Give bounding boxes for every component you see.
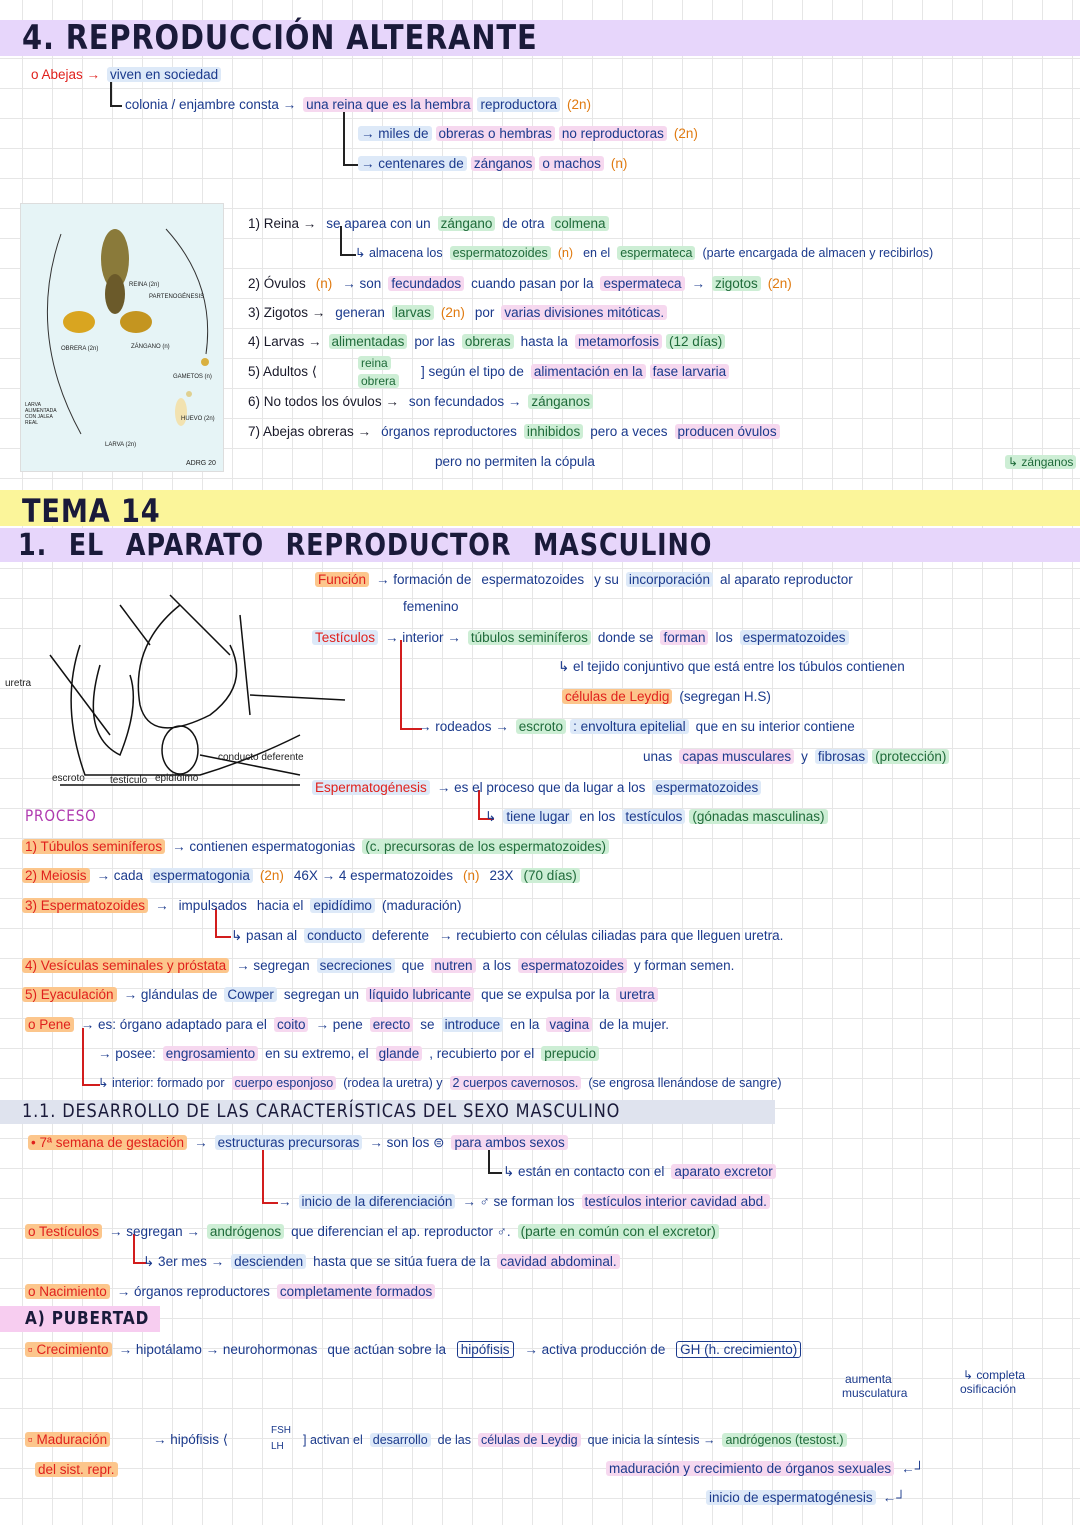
note-line xyxy=(415,718,862,736)
note-segment: LH xyxy=(271,1441,284,1452)
figure-label: OBRERA (2n) xyxy=(61,346,99,352)
figure-label: ZÁNGANO (n) xyxy=(131,344,170,350)
note-segment: que se expulsa por la xyxy=(481,987,610,1002)
note-line xyxy=(22,838,613,856)
note-segment: en los xyxy=(579,809,616,824)
note-segment: ↳ interior: formado por xyxy=(98,1076,225,1090)
note-segment: ↳ almacena los xyxy=(355,246,443,260)
note-segment: Función xyxy=(315,572,369,587)
note-segment: aumenta musculatura xyxy=(842,1372,908,1400)
note-segment: unas xyxy=(643,749,673,764)
note-segment: → son xyxy=(342,276,382,291)
note-segment: descienden xyxy=(231,1254,306,1269)
note-segment: (2n) xyxy=(259,868,284,883)
note-segment: → xyxy=(278,1194,292,1209)
note-line xyxy=(842,1372,952,1400)
note-segment: (se engrosa llenándose de sangre) xyxy=(588,1076,782,1090)
note-segment: (n) xyxy=(557,246,574,260)
note-segment: epidídimo xyxy=(310,898,375,913)
note-segment: → formación de xyxy=(376,572,472,587)
note-segment: aparato excretor xyxy=(671,1164,775,1179)
note-segment: y xyxy=(801,749,808,764)
note-line xyxy=(245,215,613,233)
note-segment: 4) Larvas → xyxy=(248,334,322,349)
gh-box: GH (h. crecimiento) xyxy=(676,1341,801,1358)
note-segment: (70 días) xyxy=(521,868,580,883)
note-segment: andrógenos xyxy=(207,1224,284,1239)
note-line xyxy=(22,986,662,1004)
note-segment: que diferencian el ap. reproductor ♂. xyxy=(291,1224,511,1239)
note-segment: cuerpo esponjoso xyxy=(232,1076,337,1090)
bracket xyxy=(400,640,422,730)
note-segment: producen óvulos xyxy=(675,424,780,439)
note-segment: espermatogonia xyxy=(150,868,253,883)
note-segment: ↳ el tejido conjuntivo que está entre los túbulos contienen xyxy=(558,659,905,674)
note-segment: que xyxy=(401,958,425,973)
note-segment: → contienen espermatogonias xyxy=(172,839,356,854)
note-line xyxy=(28,66,225,84)
note-segment: 1) Reina → xyxy=(248,216,317,231)
note-segment: células de Leydig xyxy=(478,1433,581,1447)
note-segment: → segregan xyxy=(236,958,310,973)
note-segment: viven en sociedad xyxy=(107,67,221,82)
note-segment: (protección) xyxy=(872,749,949,764)
note-segment: → miles de xyxy=(358,126,432,141)
note-segment: ] activan el xyxy=(303,1433,363,1447)
note-line xyxy=(352,244,940,262)
note-segment: zánganos xyxy=(471,156,536,171)
note-segment: 2) Óvulos xyxy=(248,276,306,291)
note-segment: por xyxy=(474,305,495,320)
note-segment: órganos reproductores xyxy=(381,424,517,439)
note-segment: inhibidos xyxy=(524,424,583,439)
label-epididimo: epidídimo xyxy=(155,773,199,784)
note-segment: • 7ª semana de gestación xyxy=(28,1135,187,1150)
note-line xyxy=(25,1431,114,1449)
note-segment: (12 días) xyxy=(666,334,725,349)
note-segment: segregan un xyxy=(283,987,359,1002)
note-segment: uretra xyxy=(616,987,657,1002)
note-line xyxy=(482,808,832,826)
figure-label: PARTENOGÉNESIS xyxy=(149,294,205,300)
note-segment: pero a veces xyxy=(590,424,668,439)
note-line xyxy=(22,957,741,975)
note-segment: coito xyxy=(274,1017,309,1032)
bracket xyxy=(110,80,122,107)
note-segment: y forman semen. xyxy=(633,958,735,973)
note-segment: FSH xyxy=(271,1425,291,1436)
note-segment: en la xyxy=(510,1017,540,1032)
note-segment: células de Leydig xyxy=(562,689,672,704)
figure-credit: ADRG 20 xyxy=(186,460,216,467)
note-segment: (n) xyxy=(610,156,628,171)
note-segment: hacia el xyxy=(256,898,304,913)
note-segment: larvas xyxy=(392,305,434,320)
note-line xyxy=(245,333,729,351)
note-fragment xyxy=(25,1342,453,1357)
tema-band xyxy=(0,490,1080,526)
figure-label: REINA (2n) xyxy=(129,282,160,288)
note-line xyxy=(25,1223,723,1241)
note-segment: son fecundados → xyxy=(408,394,522,409)
note-segment: a los xyxy=(482,958,512,973)
note-segment: ↳ 3er mes → xyxy=(143,1254,225,1269)
section-title-aparato: 1. EL APARATO REPRODUCTOR MASCULINO xyxy=(18,528,713,563)
note-segment: que inicia la síntesis → xyxy=(587,1433,716,1447)
note-segment: una reina que es la hembra xyxy=(303,97,473,112)
section-title-reproduccion: 4. REPRODUCCIÓN ALTERANTE xyxy=(22,18,538,58)
note-segment: reina xyxy=(358,356,391,370)
bee-cycle-drawing xyxy=(21,204,223,471)
note-line xyxy=(312,779,765,797)
note-line xyxy=(562,688,778,706)
note-line xyxy=(245,423,784,441)
note-segment: prepucio xyxy=(541,1046,599,1061)
note-segment: 2) Meiosis xyxy=(22,868,90,883)
note-segment: obreras xyxy=(462,334,514,349)
note-segment: para ambos sexos xyxy=(451,1135,567,1150)
note-segment: conducto xyxy=(304,928,365,943)
note-segment: espermateca xyxy=(617,246,695,260)
note-segment: → hipófisis ⟨ xyxy=(153,1432,229,1447)
note-segment: túbulos seminíferos xyxy=(468,630,591,645)
note-line xyxy=(25,1283,439,1301)
note-segment: varias divisiones mitóticas. xyxy=(501,305,667,320)
note-segment: los xyxy=(715,630,733,645)
note-segment: en su extremo, el xyxy=(265,1046,369,1061)
note-segment: o Nacimiento xyxy=(25,1284,110,1299)
pubertad-heading: A) PUBERTAD xyxy=(25,1308,150,1329)
note-segment: hasta que se sitúa fuera de la xyxy=(313,1254,491,1269)
note-segment: andrógenos (testost.) xyxy=(722,1433,846,1447)
proceso-heading: PROCESO xyxy=(25,806,97,825)
note-segment: (2n) xyxy=(767,276,792,291)
note-segment: 23X xyxy=(489,868,514,883)
note-segment: generan xyxy=(335,305,385,320)
note-line xyxy=(95,1074,789,1092)
note-segment: de las xyxy=(437,1433,472,1447)
note-segment: espermatozoides xyxy=(518,958,627,973)
note-segment: inicio de espermatogénesis xyxy=(706,1490,876,1505)
note-fragment xyxy=(521,1342,672,1357)
note-segment: espermatozoides xyxy=(450,246,551,260)
note-segment: maduración y crecimiento de órganos sexuales xyxy=(606,1461,894,1476)
note-segment: (gónadas masculinas) xyxy=(689,809,827,824)
note-segment: 6) No todos los óvulos → xyxy=(248,394,399,409)
note-segment: capas musculares xyxy=(679,749,794,764)
note-line xyxy=(245,304,671,322)
note-segment: completamente formados xyxy=(277,1284,435,1299)
note-segment: → es: órgano adaptado para el xyxy=(80,1017,267,1032)
bee-life-cycle-figure xyxy=(20,203,224,472)
note-segment: nutren xyxy=(431,958,475,973)
note-segment: 5) Eyaculación xyxy=(22,987,117,1002)
note-segment: (parte en común con el excretor) xyxy=(518,1224,719,1239)
note-line xyxy=(358,125,705,143)
note-segment: (c. precursoras de los espermatozoides) xyxy=(362,839,609,854)
note-segment: incorporación xyxy=(626,572,713,587)
note-segment: o machos xyxy=(539,156,604,171)
crecimiento-line xyxy=(25,1341,805,1359)
note-segment: 5) Adultos ⟨ xyxy=(248,364,318,379)
note-segment: ▫ Crecimiento xyxy=(25,1342,112,1357)
figure-label: LARVA ALIMENTADA CON JALEA REAL xyxy=(25,402,57,426)
note-segment: secreciones xyxy=(317,958,395,973)
note-segment: Cowper xyxy=(224,987,277,1002)
note-segment: → centenares de xyxy=(358,156,467,171)
note-line xyxy=(432,453,602,471)
note-line xyxy=(245,363,324,381)
note-line xyxy=(122,96,598,114)
note-segment: fase larvaria xyxy=(650,364,730,379)
note-segment: ←┘ xyxy=(901,1461,925,1476)
note-line xyxy=(358,372,403,390)
note-line xyxy=(140,1253,624,1271)
note-segment: ↳ pasan al xyxy=(231,928,298,943)
note-segment: tiene lugar xyxy=(503,809,572,824)
note-segment: fecundados xyxy=(388,276,464,291)
note-segment: (parte encargada de almacen y recibirlos) xyxy=(702,246,934,260)
note-segment: → órganos reproductores xyxy=(116,1284,270,1299)
note-segment: ] según el tipo de xyxy=(421,364,524,379)
note-line xyxy=(268,1438,291,1456)
note-segment: no reproductoras xyxy=(559,126,667,141)
note-segment: (n) xyxy=(462,868,480,883)
note-segment: o Testículos xyxy=(25,1224,102,1239)
note-segment: inicio de la diferenciación xyxy=(299,1194,456,1209)
note-segment: alimentadas xyxy=(329,334,408,349)
label-testiculo: testículo xyxy=(110,775,148,786)
note-line xyxy=(315,571,860,589)
note-line xyxy=(640,748,953,766)
note-segment: glande xyxy=(376,1046,423,1061)
note-line xyxy=(22,867,584,885)
note-segment: de la mujer. xyxy=(599,1017,669,1032)
note-line xyxy=(500,1163,780,1181)
note-line xyxy=(555,658,912,676)
note-segment: (n) xyxy=(315,276,333,291)
note-segment: → xyxy=(194,1135,208,1150)
anatomy-drawing xyxy=(0,585,350,795)
note-line xyxy=(312,629,853,647)
note-segment: líquido lubricante xyxy=(366,987,474,1002)
note-segment: se aparea con un xyxy=(326,216,431,231)
note-segment: erecto xyxy=(370,1017,414,1032)
note-line xyxy=(275,1193,774,1211)
note-line xyxy=(606,1460,931,1478)
note-segment: engrosamiento xyxy=(163,1046,258,1061)
note-segment: → posee: xyxy=(98,1046,156,1061)
note-segment: → es el proceso que da lugar a los xyxy=(436,780,646,795)
note-segment: ↳ xyxy=(485,809,497,824)
note-segment: de otra xyxy=(502,216,545,231)
note-segment: forman xyxy=(660,630,708,645)
note-line xyxy=(300,1431,851,1449)
note-segment: metamorfosis xyxy=(575,334,662,349)
male-reproductive-diagram xyxy=(0,585,350,795)
note-segment: o Pene xyxy=(25,1017,74,1032)
note-segment: introduce xyxy=(442,1017,504,1032)
note-line xyxy=(960,1368,1080,1396)
note-segment: por las xyxy=(414,334,455,349)
note-segment: cavidad abdominal. xyxy=(497,1254,619,1269)
note-segment: → son los ⊜ xyxy=(369,1135,445,1150)
note-segment: 3) Espermatozoides xyxy=(22,898,148,913)
note-line xyxy=(22,897,468,915)
note-segment: → ♂ se forman los xyxy=(462,1194,575,1209)
label-conducto-deferente: conducto deferente xyxy=(218,752,304,763)
note-segment: cuando pasan por la xyxy=(471,276,594,291)
note-segment: (2n) xyxy=(440,305,465,320)
note-segment: → hipotálamo → neurohormonas xyxy=(118,1342,318,1357)
note-line xyxy=(245,275,799,293)
note-line xyxy=(95,1045,603,1063)
note-segment: (maduración) xyxy=(381,898,462,913)
note-segment: ▫ Maduración xyxy=(25,1432,110,1447)
note-segment: testículos xyxy=(622,809,685,824)
note-segment: ↳ completa osificación xyxy=(960,1368,1026,1396)
note-segment: 46X → 4 espermatozoides xyxy=(293,868,453,883)
note-segment: pero no permiten la cópula xyxy=(435,454,595,469)
note-segment: femenino xyxy=(403,599,459,614)
note-segment: testículos interior cavidad abd. xyxy=(582,1194,770,1209)
note-segment: (2n) xyxy=(567,97,592,112)
note-segment: hasta la xyxy=(520,334,568,349)
note-segment: → interior → xyxy=(385,630,461,645)
note-line xyxy=(228,927,790,945)
note-segment: espermatozoides xyxy=(481,572,585,587)
label-uretra: uretra xyxy=(5,678,32,689)
note-segment: ↳ están en contacto con el xyxy=(503,1164,665,1179)
note-line xyxy=(28,1134,572,1152)
note-segment: 3) Zigotos → xyxy=(248,305,326,320)
note-segment: espermatozoides xyxy=(740,630,849,645)
note-segment: y su xyxy=(594,572,619,587)
note-line xyxy=(706,1489,913,1507)
note-segment: 1) Túbulos seminíferos xyxy=(22,839,165,854)
note-segment: zigotos xyxy=(712,276,761,291)
note-segment: → rodeados → xyxy=(418,719,509,734)
note-segment: desarrollo xyxy=(370,1433,431,1447)
note-line xyxy=(245,393,597,411)
note-segment: reproductora xyxy=(477,97,560,112)
note-segment: Testículos xyxy=(312,630,378,645)
note-segment: impulsados xyxy=(178,898,247,913)
note-line xyxy=(35,1461,122,1479)
note-segment: ←┘ xyxy=(882,1490,906,1505)
note-segment: del sist. repr. xyxy=(35,1462,118,1477)
note-segment: → glándulas de xyxy=(123,987,218,1002)
note-segment: espermateca xyxy=(600,276,684,291)
note-segment: colmena xyxy=(551,216,608,231)
note-line xyxy=(358,155,634,173)
note-segment: : envoltura epitelial xyxy=(570,719,689,734)
note-segment: o Abejas → xyxy=(31,67,101,82)
note-segment: 4) Vesículas seminales y próstata xyxy=(22,958,229,973)
note-segment: (2n) xyxy=(673,126,698,141)
note-segment: → cada xyxy=(96,868,144,883)
note-segment: → segregan → xyxy=(109,1224,200,1239)
note-segment: zánganos xyxy=(528,394,593,409)
note-segment: en el xyxy=(583,246,611,260)
note-segment: que en su interior contiene xyxy=(695,719,855,734)
topic-title: TEMA 14 xyxy=(22,492,161,530)
label-escroto: escroto xyxy=(52,773,85,784)
hipofisis-box: hipófisis xyxy=(457,1341,514,1358)
note-segment: estructuras precursoras xyxy=(215,1135,363,1150)
note-segment: (segregan H.S) xyxy=(679,689,771,704)
figure-label: HUEVO (2n) xyxy=(181,416,215,422)
note-segment: colonia / enjambre consta → xyxy=(125,97,297,112)
note-segment: obrera xyxy=(358,374,399,388)
note-segment: espermatozoides xyxy=(652,780,761,795)
note-segment: se xyxy=(420,1017,435,1032)
note-segment: zángano xyxy=(438,216,496,231)
note-segment: 2 cuerpos cavernosos. xyxy=(450,1076,582,1090)
note-segment: (rodea la uretra) y xyxy=(343,1076,443,1090)
note-segment: vagina xyxy=(546,1017,592,1032)
note-line xyxy=(418,363,733,381)
note-line xyxy=(400,598,466,616)
note-segment: que actúan sobre la xyxy=(327,1342,447,1357)
note-line xyxy=(25,1016,676,1034)
note-line xyxy=(358,354,395,372)
note-segment: al aparato reproductor xyxy=(719,572,853,587)
note-line xyxy=(1005,453,1080,471)
figure-label: GAMETOS (n) xyxy=(173,374,212,380)
note-segment: , recubierto por el xyxy=(429,1046,535,1061)
note-segment: 7) Abejas obreras → xyxy=(248,424,372,439)
note-segment: → recubierto con células ciliadas para que lleguen uretra. xyxy=(438,928,784,943)
figure-label: LARVA (2n) xyxy=(105,442,137,448)
note-segment: escroto xyxy=(516,719,566,734)
note-segment: obreras o hembras xyxy=(436,126,555,141)
note-segment: ↳ zánganos xyxy=(1005,455,1076,469)
note-segment: → pene xyxy=(315,1017,363,1032)
note-segment: donde se xyxy=(597,630,654,645)
note-segment: → activa producción de xyxy=(524,1342,666,1357)
note-segment: alimentación en la xyxy=(531,364,646,379)
note-segment: → xyxy=(691,276,706,291)
note-segment: Espermatogénesis xyxy=(312,780,430,795)
note-segment: → xyxy=(155,898,169,913)
subsection-title: 1.1. DESARROLLO DE LAS CARACTERÍSTICAS DEL SEXO MASCULINO xyxy=(22,1100,621,1122)
note-segment: deferente xyxy=(371,928,429,943)
note-segment: fibrosas xyxy=(815,749,868,764)
note-line xyxy=(150,1431,235,1449)
